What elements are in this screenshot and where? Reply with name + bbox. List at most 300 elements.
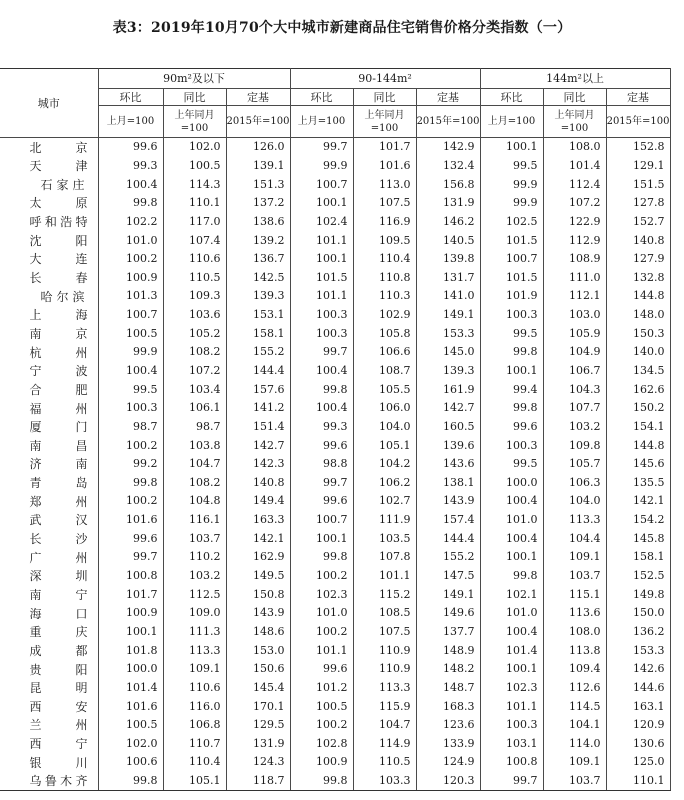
index-value-cell: 151.4: [226, 418, 290, 437]
index-value-cell: 108.2: [163, 343, 226, 362]
table-row: [0, 641, 670, 660]
index-value-cell: 131.9: [416, 194, 480, 213]
index-value-cell: 103.2: [543, 418, 606, 437]
city-name: 合肥: [29, 382, 88, 397]
table-row: [0, 157, 670, 176]
table-row: [0, 231, 670, 250]
index-value-cell: 100.7: [290, 175, 353, 194]
index-value-cell: 149.1: [416, 585, 480, 604]
index-value-cell: 110.7: [163, 735, 226, 754]
index-value-cell: 101.1: [290, 231, 353, 250]
index-value-cell: 102.4: [290, 213, 353, 232]
city-name: 大连: [29, 252, 88, 267]
index-value-cell: 102.3: [290, 585, 353, 604]
index-value-cell: 103.7: [163, 529, 226, 548]
index-value-cell: 170.1: [226, 697, 290, 716]
index-value-cell: 106.0: [353, 399, 416, 418]
index-value-cell: 145.4: [226, 679, 290, 698]
index-value-cell: 105.2: [163, 324, 226, 343]
city-cell: [0, 679, 98, 698]
sub-header-mom: 环比: [290, 89, 353, 106]
index-value-cell: 104.3: [543, 380, 606, 399]
city-cell: [0, 418, 98, 437]
index-value-cell: 101.1: [480, 697, 543, 716]
index-value-cell: 103.2: [163, 567, 226, 586]
city-cell: [0, 138, 98, 157]
index-value-cell: 155.2: [226, 343, 290, 362]
index-value-cell: 100.0: [480, 474, 543, 493]
index-value-cell: 134.5: [606, 362, 670, 381]
table-row: [0, 268, 670, 287]
index-value-cell: 138.1: [416, 474, 480, 493]
city-name: 青岛: [29, 476, 88, 491]
city-name: 广州: [29, 550, 88, 565]
base-header-prev-year: 上年同月 =100: [543, 106, 606, 138]
index-value-cell: 148.7: [416, 679, 480, 698]
index-value-cell: 109.1: [543, 753, 606, 772]
index-value-cell: 108.9: [543, 250, 606, 269]
city-cell: [0, 697, 98, 716]
group-header-90-144: 90-144m²: [290, 69, 480, 89]
index-value-cell: 139.8: [416, 250, 480, 269]
index-value-cell: 112.1: [543, 287, 606, 306]
base-header-prev-year: 上年同月 =100: [353, 106, 416, 138]
index-value-cell: 100.8: [98, 567, 163, 586]
index-value-cell: 142.7: [416, 399, 480, 418]
index-value-cell: 144.4: [416, 529, 480, 548]
index-value-cell: 113.3: [543, 511, 606, 530]
city-name: 长沙: [29, 532, 88, 547]
index-value-cell: 107.4: [163, 231, 226, 250]
index-value-cell: 143.6: [416, 455, 480, 474]
index-value-cell: 105.9: [543, 324, 606, 343]
index-value-cell: 100.6: [98, 753, 163, 772]
index-value-cell: 99.3: [98, 157, 163, 176]
table-row: [0, 455, 670, 474]
index-value-cell: 115.9: [353, 697, 416, 716]
header-row-groups: [0, 69, 670, 89]
city-cell: [0, 623, 98, 642]
table-row: [0, 362, 670, 381]
city-cell: [0, 231, 98, 250]
index-value-cell: 102.3: [480, 679, 543, 698]
index-value-cell: 146.2: [416, 213, 480, 232]
index-value-cell: 105.8: [353, 324, 416, 343]
index-value-cell: 116.0: [163, 697, 226, 716]
index-value-cell: 114.0: [543, 735, 606, 754]
index-value-cell: 100.3: [290, 306, 353, 325]
index-value-cell: 148.9: [416, 641, 480, 660]
index-value-cell: 106.3: [543, 474, 606, 493]
index-value-cell: 100.3: [98, 399, 163, 418]
index-value-cell: 101.6: [98, 697, 163, 716]
index-value-cell: 99.7: [290, 138, 353, 157]
index-value-cell: 103.8: [163, 436, 226, 455]
city-cell: [0, 362, 98, 381]
index-value-cell: 151.5: [606, 175, 670, 194]
city-name: 贵阳: [29, 662, 88, 677]
table-row: [0, 623, 670, 642]
table-title: 表3：2019年10月70个大中城市新建商品住宅销售价格分类指数（一）: [112, 20, 572, 36]
city-name: 哈尔滨: [40, 289, 85, 304]
index-value-cell: 101.1: [290, 641, 353, 660]
index-value-cell: 101.4: [480, 641, 543, 660]
index-value-cell: 106.8: [163, 716, 226, 735]
index-value-cell: 116.9: [353, 213, 416, 232]
index-value-cell: 150.3: [606, 324, 670, 343]
index-value-cell: 149.8: [606, 585, 670, 604]
sub-header-mom: 环比: [98, 89, 163, 106]
index-value-cell: 151.3: [226, 175, 290, 194]
city-name: 福州: [29, 401, 88, 416]
index-value-cell: 101.7: [98, 585, 163, 604]
city-name: 南京: [29, 326, 88, 341]
city-cell: [0, 306, 98, 325]
index-value-cell: 99.5: [480, 157, 543, 176]
index-value-cell: 112.9: [543, 231, 606, 250]
index-value-cell: 106.7: [543, 362, 606, 381]
city-name: 南宁: [29, 587, 88, 602]
city-name: 厦门: [29, 420, 88, 435]
city-cell: [0, 548, 98, 567]
city-cell: [0, 529, 98, 548]
index-value-cell: 107.5: [353, 194, 416, 213]
city-cell: [0, 511, 98, 530]
city-name: 西宁: [29, 737, 88, 752]
index-value-cell: 109.1: [543, 548, 606, 567]
city-cell: [0, 324, 98, 343]
city-cell: [0, 772, 98, 791]
index-value-cell: 113.3: [163, 641, 226, 660]
city-cell: [0, 716, 98, 735]
index-value-cell: 149.6: [416, 604, 480, 623]
index-value-cell: 148.0: [606, 306, 670, 325]
index-value-cell: 108.2: [163, 474, 226, 493]
index-value-cell: 115.2: [353, 585, 416, 604]
index-value-cell: 103.6: [163, 306, 226, 325]
index-value-cell: 154.1: [606, 418, 670, 437]
index-value-cell: 105.5: [353, 380, 416, 399]
index-value-cell: 110.6: [163, 250, 226, 269]
index-value-cell: 112.5: [163, 585, 226, 604]
index-value-cell: 162.6: [606, 380, 670, 399]
index-value-cell: 101.5: [290, 268, 353, 287]
index-value-cell: 111.0: [543, 268, 606, 287]
index-value-cell: 101.6: [353, 157, 416, 176]
index-value-cell: 99.8: [480, 343, 543, 362]
index-value-cell: 148.2: [416, 660, 480, 679]
index-value-cell: 99.9: [480, 194, 543, 213]
index-value-cell: 100.9: [98, 268, 163, 287]
index-value-cell: 161.9: [416, 380, 480, 399]
index-value-cell: 100.2: [98, 492, 163, 511]
index-value-cell: 104.4: [543, 529, 606, 548]
index-value-cell: 100.1: [480, 362, 543, 381]
index-value-cell: 108.5: [353, 604, 416, 623]
index-value-cell: 103.0: [543, 306, 606, 325]
city-cell: [0, 213, 98, 232]
city-cell: [0, 194, 98, 213]
index-value-cell: 126.0: [226, 138, 290, 157]
base-header-2015: 2015年=100: [226, 106, 290, 138]
index-value-cell: 131.7: [416, 268, 480, 287]
index-value-cell: 107.5: [353, 623, 416, 642]
index-value-cell: 99.6: [290, 436, 353, 455]
table-row: [0, 138, 670, 157]
index-value-cell: 101.6: [98, 511, 163, 530]
index-value-cell: 141.0: [416, 287, 480, 306]
index-value-cell: 109.5: [353, 231, 416, 250]
index-value-cell: 156.8: [416, 175, 480, 194]
index-value-cell: 149.4: [226, 492, 290, 511]
sub-header-yoy: 同比: [163, 89, 226, 106]
index-value-cell: 101.0: [480, 604, 543, 623]
index-value-cell: 123.6: [416, 716, 480, 735]
city-name: 武汉: [29, 513, 88, 528]
index-value-cell: 142.1: [226, 529, 290, 548]
index-value-cell: 98.7: [98, 418, 163, 437]
table-row: [0, 492, 670, 511]
sub-header-mom: 环比: [480, 89, 543, 106]
index-value-cell: 99.6: [98, 138, 163, 157]
index-value-cell: 100.4: [290, 399, 353, 418]
index-value-cell: 101.3: [98, 287, 163, 306]
city-cell: [0, 250, 98, 269]
table-row: [0, 436, 670, 455]
index-value-cell: 129.1: [606, 157, 670, 176]
index-value-cell: 136.7: [226, 250, 290, 269]
city-cell: [0, 287, 98, 306]
city-name: 银川: [29, 755, 88, 770]
index-value-cell: 110.6: [163, 679, 226, 698]
index-value-cell: 158.1: [226, 324, 290, 343]
index-value-cell: 100.1: [290, 250, 353, 269]
index-value-cell: 148.6: [226, 623, 290, 642]
index-value-cell: 150.6: [226, 660, 290, 679]
index-value-cell: 113.0: [353, 175, 416, 194]
index-value-cell: 153.1: [226, 306, 290, 325]
sub-header-base: 定基: [416, 89, 480, 106]
index-value-cell: 142.6: [606, 660, 670, 679]
city-name: 昆明: [29, 681, 88, 696]
city-name: 石家庄: [40, 177, 85, 192]
base-header-prev-month: 上月=100: [98, 106, 163, 138]
index-value-cell: 100.1: [480, 660, 543, 679]
index-value-cell: 101.1: [353, 567, 416, 586]
index-value-cell: 100.3: [480, 306, 543, 325]
index-value-cell: 109.4: [543, 660, 606, 679]
index-value-cell: 104.9: [543, 343, 606, 362]
index-value-cell: 163.1: [606, 697, 670, 716]
index-value-cell: 100.0: [98, 660, 163, 679]
index-value-cell: 152.7: [606, 213, 670, 232]
city-cell: [0, 455, 98, 474]
table-row: [0, 399, 670, 418]
index-value-cell: 99.2: [98, 455, 163, 474]
group-header-90-below: 90m²及以下: [98, 69, 290, 89]
index-value-cell: 100.4: [290, 362, 353, 381]
city-name: 南昌: [29, 438, 88, 453]
index-value-cell: 127.9: [606, 250, 670, 269]
index-value-cell: 132.8: [606, 268, 670, 287]
index-value-cell: 163.3: [226, 511, 290, 530]
index-value-cell: 99.6: [290, 660, 353, 679]
index-value-cell: 102.9: [353, 306, 416, 325]
index-value-cell: 101.0: [480, 511, 543, 530]
index-value-cell: 124.9: [416, 753, 480, 772]
index-value-cell: 135.5: [606, 474, 670, 493]
index-value-cell: 111.3: [163, 623, 226, 642]
index-value-cell: 102.5: [480, 213, 543, 232]
index-value-cell: 100.4: [480, 623, 543, 642]
index-value-cell: 125.0: [606, 753, 670, 772]
index-value-cell: 100.1: [480, 138, 543, 157]
table-row: [0, 194, 670, 213]
index-value-cell: 124.3: [226, 753, 290, 772]
index-value-cell: 100.1: [480, 548, 543, 567]
index-value-cell: 130.6: [606, 735, 670, 754]
city-name: 北京: [29, 140, 88, 155]
index-value-cell: 99.7: [98, 548, 163, 567]
base-header-prev-year: 上年同月 =100: [163, 106, 226, 138]
index-value-cell: 144.8: [606, 436, 670, 455]
index-value-cell: 110.1: [606, 772, 670, 791]
base-header-prev-month: 上月=100: [290, 106, 353, 138]
index-value-cell: 153.3: [416, 324, 480, 343]
index-value-cell: 103.3: [353, 772, 416, 791]
index-value-cell: 99.8: [290, 380, 353, 399]
index-value-cell: 145.8: [606, 529, 670, 548]
city-cell: [0, 660, 98, 679]
index-value-cell: 99.3: [290, 418, 353, 437]
index-value-cell: 142.7: [226, 436, 290, 455]
base-header-2015: 2015年=100: [606, 106, 670, 138]
index-value-cell: 104.0: [353, 418, 416, 437]
index-value-cell: 140.8: [606, 231, 670, 250]
index-value-cell: 114.3: [163, 175, 226, 194]
index-value-cell: 162.9: [226, 548, 290, 567]
index-value-cell: 102.0: [98, 735, 163, 754]
index-value-cell: 104.2: [353, 455, 416, 474]
index-value-cell: 100.3: [480, 436, 543, 455]
index-value-cell: 100.4: [98, 362, 163, 381]
index-value-cell: 142.9: [416, 138, 480, 157]
table-body: [0, 138, 670, 791]
index-value-cell: 106.6: [353, 343, 416, 362]
index-value-cell: 139.6: [416, 436, 480, 455]
index-value-cell: 98.7: [163, 418, 226, 437]
index-value-cell: 141.2: [226, 399, 290, 418]
index-value-cell: 110.4: [353, 250, 416, 269]
index-value-cell: 101.2: [290, 679, 353, 698]
index-value-cell: 138.6: [226, 213, 290, 232]
index-value-cell: 139.1: [226, 157, 290, 176]
index-value-cell: 101.0: [98, 231, 163, 250]
header-row-index-type: [0, 89, 670, 106]
index-value-cell: 101.8: [98, 641, 163, 660]
index-value-cell: 137.7: [416, 623, 480, 642]
index-value-cell: 145.6: [606, 455, 670, 474]
table-row: [0, 772, 670, 791]
index-value-cell: 104.7: [353, 716, 416, 735]
index-value-cell: 108.0: [543, 623, 606, 642]
index-value-cell: 139.3: [416, 362, 480, 381]
city-cell: [0, 604, 98, 623]
index-value-cell: 100.1: [98, 623, 163, 642]
index-value-cell: 99.5: [98, 380, 163, 399]
table-row: [0, 511, 670, 530]
index-value-cell: 113.6: [543, 604, 606, 623]
index-value-cell: 110.2: [163, 548, 226, 567]
index-value-cell: 104.8: [163, 492, 226, 511]
index-value-cell: 101.5: [480, 268, 543, 287]
index-value-cell: 107.8: [353, 548, 416, 567]
index-value-cell: 149.5: [226, 567, 290, 586]
table-row: [0, 175, 670, 194]
index-value-cell: 99.8: [290, 548, 353, 567]
index-value-cell: 111.9: [353, 511, 416, 530]
index-value-cell: 136.2: [606, 623, 670, 642]
city-cell: [0, 380, 98, 399]
group-header-144-above: 144m²以上: [480, 69, 670, 89]
index-value-cell: 99.8: [290, 772, 353, 791]
index-value-cell: 142.3: [226, 455, 290, 474]
index-value-cell: 100.4: [480, 492, 543, 511]
index-value-cell: 150.2: [606, 399, 670, 418]
index-value-cell: 100.9: [98, 604, 163, 623]
index-value-cell: 100.2: [98, 436, 163, 455]
index-value-cell: 109.1: [163, 660, 226, 679]
index-value-cell: 99.5: [480, 324, 543, 343]
city-name: 上海: [29, 308, 88, 323]
index-value-cell: 100.5: [163, 157, 226, 176]
index-value-cell: 101.7: [353, 138, 416, 157]
table-row: [0, 735, 670, 754]
index-value-cell: 99.7: [480, 772, 543, 791]
index-value-cell: 114.5: [543, 697, 606, 716]
index-value-cell: 99.4: [480, 380, 543, 399]
index-value-cell: 102.0: [163, 138, 226, 157]
header-row-base-period: [0, 106, 670, 138]
table-row: [0, 306, 670, 325]
index-value-cell: 149.1: [416, 306, 480, 325]
city-cell: [0, 567, 98, 586]
table-row: [0, 418, 670, 437]
index-value-cell: 100.5: [98, 716, 163, 735]
index-value-cell: 129.5: [226, 716, 290, 735]
city-column-header: 城市: [0, 69, 98, 138]
table-row: [0, 753, 670, 772]
index-value-cell: 99.8: [480, 567, 543, 586]
index-value-cell: 102.8: [290, 735, 353, 754]
index-value-cell: 110.4: [163, 753, 226, 772]
city-name: 济南: [29, 457, 88, 472]
index-value-cell: 104.7: [163, 455, 226, 474]
index-value-cell: 99.7: [290, 474, 353, 493]
index-value-cell: 100.3: [290, 324, 353, 343]
index-value-cell: 152.5: [606, 567, 670, 586]
index-value-cell: 110.5: [353, 753, 416, 772]
table-row: [0, 604, 670, 623]
city-name: 长春: [29, 271, 88, 286]
index-value-cell: 160.5: [416, 418, 480, 437]
index-value-cell: 147.5: [416, 567, 480, 586]
index-value-cell: 109.3: [163, 287, 226, 306]
base-header-prev-month: 上月=100: [480, 106, 543, 138]
index-value-cell: 122.9: [543, 213, 606, 232]
index-value-cell: 101.5: [480, 231, 543, 250]
table-row: [0, 697, 670, 716]
